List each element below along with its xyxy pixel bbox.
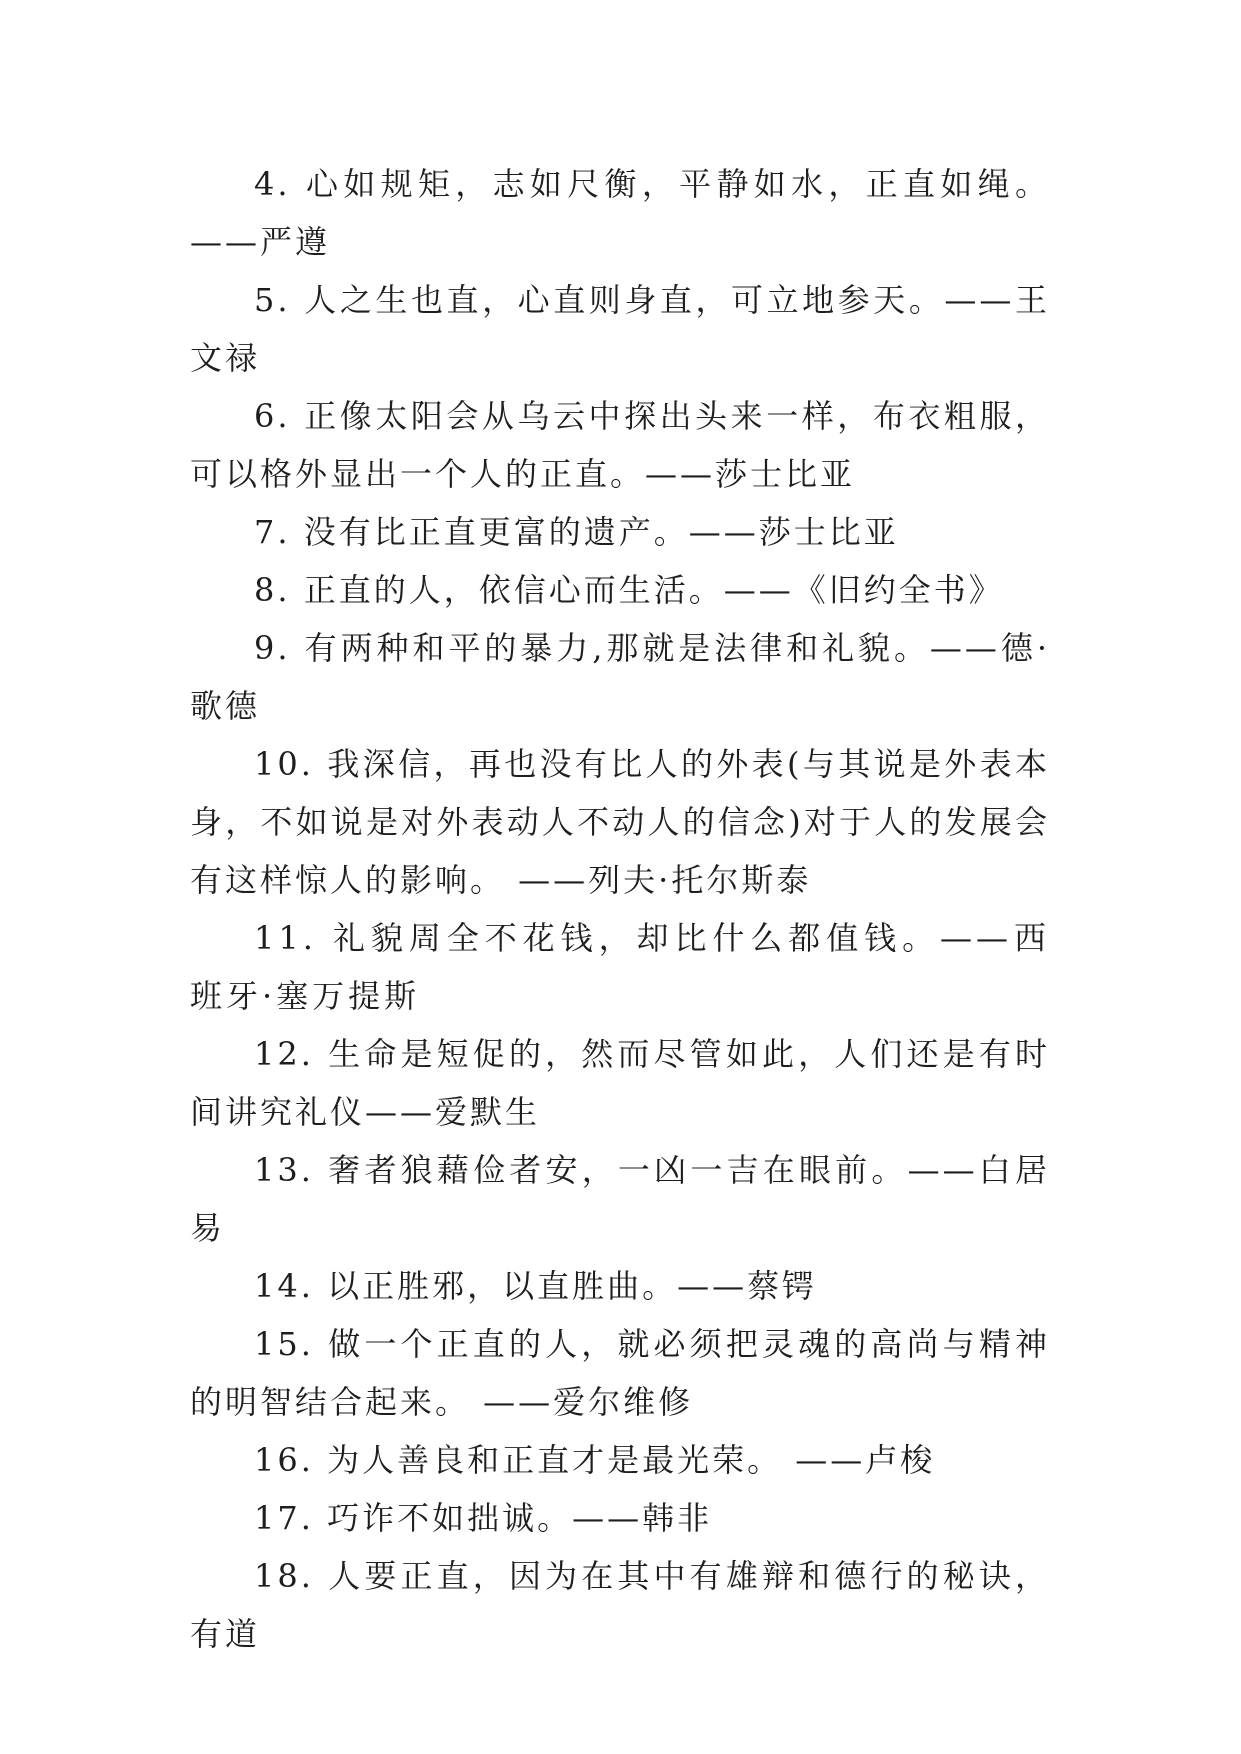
quote-paragraph: 16. 为人善良和正直才是最光荣。 ——卢梭 [254, 1441, 936, 1479]
quote-paragraph: 7. 没有比正直更富的遗产。——莎士比亚 [254, 513, 899, 551]
quote-paragraph: 5. 人之生也直，心直则身直，可立地参天。——王文禄 [190, 281, 1050, 377]
quote-paragraph: 15. 做一个正直的人，就必须把灵魂的高尚与精神的明智结合起来。 ——爱尔维修 [190, 1325, 1050, 1421]
quote-paragraph: 13. 奢者狼藉俭者安，一凶一吉在眼前。——白居易 [190, 1151, 1050, 1247]
quote-paragraph: 14. 以正胜邪，以直胜曲。——蔡锷 [254, 1267, 818, 1305]
quote-paragraph: 12. 生命是短促的，然而尽管如此，人们还是有时间讲究礼仪——爱默生 [190, 1035, 1050, 1131]
quote-list [190, 155, 1050, 1663]
quote-paragraph: 10. 我深信，再也没有比人的外表(与其说是外表本身，不如说是对外表动人不动人的信念)对于人的发展会有这样惊人的影响。 ——列夫·托尔斯泰 [190, 745, 1050, 899]
quote-paragraph: 4. 心如规矩，志如尺衡，平静如水，正直如绳。——严遵 [190, 165, 1050, 261]
quote-paragraph: 9. 有两种和平的暴力,那就是法律和礼貌。——德·歌德 [190, 629, 1050, 725]
quote-paragraph: 17. 巧诈不如拙诚。——韩非 [254, 1499, 713, 1537]
quote-paragraph: 8. 正直的人，依信心而生活。——《旧约全书》 [254, 571, 1004, 609]
quote-paragraph: 6. 正像太阳会从乌云中探出头来一样，布衣粗服，可以格外显出一个人的正直。——莎士比亚 [190, 397, 1050, 493]
quote-paragraph: 11. 礼貌周全不花钱，却比什么都值钱。——西班牙·塞万提斯 [190, 919, 1050, 1015]
quote-paragraph: 18. 人要正直，因为在其中有雄辩和德行的秘诀，有道 [190, 1557, 1050, 1653]
